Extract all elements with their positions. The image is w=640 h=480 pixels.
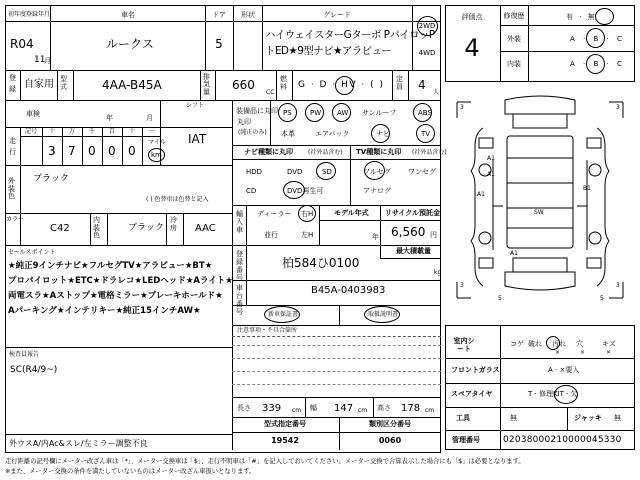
equipment-item: ABS <box>418 109 432 117</box>
navi-sub: (社外品含む) <box>308 149 343 156</box>
mileage-col-header: 千 <box>89 128 96 135</box>
recycle-label: リサイクル預託金 <box>385 209 441 217</box>
mileage-col-header: 十 <box>49 128 56 135</box>
footer-note-2: ※また、メーター交換の条件を満たしていないものはメーター改ざん車扱いとなります。 <box>5 468 256 475</box>
inspection-label: 車検 <box>26 110 40 118</box>
mileage-digit: 0 <box>108 144 116 158</box>
color-code-label: カラー <box>6 216 25 223</box>
equipment-circle <box>416 124 435 143</box>
use-sub: 録 <box>9 85 16 93</box>
displacement: 660 <box>232 78 255 92</box>
import-right: 右H <box>301 210 314 218</box>
ac-label: 冷房 <box>170 216 177 232</box>
sales-point-line: プロパイロット★ETC★ドラレコ★LEDヘッド★Aライト★ <box>8 276 233 286</box>
color-code: C42 <box>50 223 70 234</box>
equipment-circle <box>305 103 324 122</box>
jack-value: 無 <box>614 414 621 422</box>
control-label: 管理番号 <box>452 436 480 444</box>
capacity-label: 定員 <box>396 75 403 91</box>
room-item: 穴 <box>576 340 583 348</box>
shape-label: 形状 <box>241 11 255 19</box>
displacement-unit: CC <box>266 89 275 96</box>
import-parallel: 並行 <box>264 231 278 239</box>
model-label: 型式 <box>60 75 67 91</box>
mileage-col-header: 記号 <box>25 128 38 135</box>
chassis-number: B45A-0403983 <box>311 285 386 296</box>
grade-line2: トED★9型ナビ★アラビュー <box>265 45 392 57</box>
diag-num-tr: 3 <box>616 104 620 111</box>
equipment-item: ナビ <box>376 130 390 138</box>
import-label: 輸入車 <box>236 210 243 235</box>
mileage-digit: 7 <box>68 144 76 158</box>
fuel-hv-circle <box>335 76 354 95</box>
warranty-circle <box>264 306 300 323</box>
height-value: 178 <box>401 403 421 414</box>
color-label: 外装色 <box>8 177 15 201</box>
tv-sub: (社外品含む) <box>412 149 447 156</box>
navi-sd: SD <box>322 168 332 176</box>
exterior-grades: A · B · C <box>570 35 625 43</box>
navi-sd-circle <box>316 162 336 180</box>
type-label: 型式指定番号 <box>264 420 306 428</box>
max-load-unit: kg <box>434 269 442 276</box>
equipment-circle <box>332 103 351 122</box>
equipment-item: PS <box>283 109 292 117</box>
interior-b-circle <box>586 54 605 74</box>
mileage-digit: 0 <box>128 144 136 158</box>
import-right-circle <box>298 205 316 222</box>
mileage-col-header: 百 <box>109 128 116 135</box>
width-unit: cm <box>358 407 368 414</box>
repair-label: 修復歴 <box>503 12 525 20</box>
sales-point-line: 両電スラ★Aストップ★電格ミラー★ブレーキホールド★ <box>8 291 223 301</box>
diag-bottom-5a: 5 <box>498 295 502 302</box>
equipment-item: 本革 <box>281 130 295 138</box>
mileage-label-bottom: 行 <box>9 148 16 156</box>
tv-oneseg: ワンセグ <box>408 168 436 176</box>
car-name-label: 車名 <box>121 11 135 19</box>
inspection-month-unit: 月 <box>146 114 153 122</box>
equipment-circle <box>413 103 432 122</box>
interior-value: ブラック <box>128 223 164 233</box>
color-note: ( ) 色替車は色替と記入 <box>146 196 209 203</box>
displacement-label: 排気量 <box>203 73 210 96</box>
car-damage-diagram <box>445 88 635 318</box>
width-value: 147 <box>334 403 354 414</box>
equipment-item: エアバック <box>315 130 350 138</box>
vehicle-sheet-left <box>5 5 441 453</box>
sales-point-line: Aパーキング★インテリキー★純正15インチAW★ <box>8 306 201 316</box>
navi-dvd: DVD <box>287 168 303 176</box>
mileage-unit-bottom: km <box>151 151 162 159</box>
use-type: 自家用 <box>24 79 54 90</box>
inspection-year-unit: 年 <box>106 114 113 122</box>
length-value: 339 <box>262 403 282 414</box>
use-label: 登 <box>9 74 16 82</box>
width-label: 幅 <box>310 404 317 412</box>
rating-label: 評価点 <box>461 13 483 21</box>
class-number: 0060 <box>378 436 402 445</box>
room-item: 破れ <box>528 340 542 348</box>
sales-points-label: セールスポイント <box>8 249 56 256</box>
sales-point-line: ★純正9インチナビ★フルセグTV★アラビュー★BT★ <box>8 261 213 271</box>
inspector-footer: 外ウスA/内Ac&スレ/左ミラー調整不良 <box>9 439 148 448</box>
drive-4wd: 4WD <box>418 49 436 57</box>
recycle-value: 6,560 <box>391 225 426 239</box>
navi-dvdplay-circle <box>283 181 305 199</box>
diag-mark-2: A1 <box>487 171 495 178</box>
tools-value: 無 <box>510 414 517 422</box>
spare-kit-circle <box>554 385 578 404</box>
shift-label: シフト <box>186 102 205 109</box>
glass-value: A · ×要入 <box>548 366 580 374</box>
mileage-digit: 3 <box>48 144 56 158</box>
repair-none-circle <box>595 8 614 25</box>
mileage-col-header: 十 <box>129 128 136 135</box>
room-x-circle <box>546 336 560 350</box>
navi-label: ナビ種類に丸印 <box>244 148 293 156</box>
type-number: 19542 <box>271 436 299 445</box>
shift: IAT <box>188 132 207 146</box>
equipment-item: TV <box>421 130 431 138</box>
first-reg-month-unit: 月 <box>44 57 51 65</box>
footer-note-1: 走行距離の記号欄にメーター改ざん車は「*」、メーター交換車は「$」、走行不明車は「#」を記入しておいてください。メーター交換で合算表示した場合にも「$」は必要となります。 <box>5 458 525 465</box>
drive-2wd: 2WD <box>418 22 436 30</box>
room-sheet-label: 室内シート <box>453 337 475 354</box>
interior-rating-label: 内装 <box>507 60 521 68</box>
equipment-label-2: 丸印 <box>237 118 251 126</box>
mileage-km-circle <box>148 148 165 162</box>
repair-options: 有 · 無 <box>566 13 597 21</box>
room-x-mark: × <box>555 349 561 356</box>
tools-label: 工具 <box>456 414 470 422</box>
mileage-label-top: 走 <box>9 137 16 145</box>
height-label: 高さ <box>377 404 391 412</box>
room-x-mark: × <box>606 349 612 356</box>
max-load-label: 最大積載量 <box>396 247 431 255</box>
rating-score: 4 <box>464 34 480 62</box>
recycle-unit: 円 <box>430 231 437 239</box>
chassis-label: 車台番号 <box>236 284 243 317</box>
navi-cd: CD <box>246 187 257 195</box>
model-year-label: モデル年式 <box>334 209 369 217</box>
import-dealer: ディーラー <box>257 210 292 218</box>
diag-sw: SW <box>534 209 544 216</box>
class-label: 類別区分番号 <box>369 420 411 428</box>
equipment-item: サンルーフ <box>362 109 397 117</box>
tv-fullseg: フルセグ <box>363 168 391 176</box>
diag-mark-3: A1 <box>477 191 485 198</box>
first-reg-label: 初年度登録年月 <box>8 11 51 18</box>
doors: 5 <box>215 37 223 51</box>
equipment-sub: (純正のみ) <box>238 129 267 136</box>
diag-num-tl: 3 <box>460 104 464 111</box>
diag-mark-5: A1 <box>510 250 518 257</box>
jack-label: ジャッキ <box>574 414 602 422</box>
diag-mark-4: B1 <box>583 185 591 192</box>
equipment-item: PW <box>310 109 322 117</box>
diag-num-br: 3 <box>616 282 620 289</box>
model-year-unit: 年 <box>372 233 379 241</box>
mileage-unit-top: マイル <box>148 139 166 146</box>
mileage-digit: 0 <box>88 144 96 158</box>
room-item: コゲ <box>510 340 524 348</box>
glass-label: フロントガラス <box>451 366 500 374</box>
exterior-label: 外装 <box>507 35 521 43</box>
capacity-unit: 人 <box>433 89 440 96</box>
plate-number: 柏584ひ0100 <box>282 256 360 270</box>
tv-label: TV種類に丸印 <box>356 148 402 156</box>
color-value: ブラック <box>33 174 69 184</box>
equipment-label: 装備品に丸印 <box>236 107 278 115</box>
mileage-col-header: 万 <box>69 128 76 135</box>
fuel-options: G · D · HV · ( ) <box>298 80 385 90</box>
ac-value: AAC <box>195 223 216 234</box>
exterior-b-circle <box>586 28 605 48</box>
length-label: 長さ <box>237 404 251 412</box>
diag-bottom-5b: 5 <box>600 295 604 302</box>
equipment-circle <box>371 124 390 143</box>
grade-label: グレード <box>323 11 351 19</box>
room-item: 汚れ <box>552 340 566 348</box>
notes-label: 注意事項・不具合箇所 <box>237 327 298 334</box>
interior-grades: A · B · C <box>570 60 625 68</box>
equipment-item: AW <box>337 109 349 117</box>
manual-circle <box>364 306 400 323</box>
spare-label: スペアタイヤ <box>451 390 493 398</box>
control-number: 02038000210000045330 <box>503 435 622 445</box>
diag-num-bl: 3 <box>460 282 464 289</box>
new-car-warranty: 新車保証書 <box>268 311 299 318</box>
mileage-col-header: 一 <box>149 128 156 135</box>
capacity: 4 <box>418 78 426 92</box>
inspector-label: 検査員報告 <box>9 351 40 358</box>
doors-label: ドア <box>212 11 226 19</box>
car-name: ルークス <box>106 37 154 51</box>
navi-dvd-play: DVD再生可 <box>287 187 324 195</box>
navi-hdd: HDD <box>246 168 263 176</box>
length-unit: cm <box>292 407 302 414</box>
height-unit: cm <box>425 407 435 414</box>
model: 4AA-B45A <box>102 78 162 92</box>
diag-mark-1: A1 <box>487 155 495 162</box>
interior-label: 内装色 <box>93 216 100 240</box>
grade-line1: ハイウェイスターGターボ PパイロッP <box>265 29 435 41</box>
fuel-label: 燃料 <box>280 75 287 91</box>
room-item: キズ <box>602 340 616 348</box>
plate-label: 登録番号 <box>236 250 243 283</box>
tv-analog: アナログ <box>363 187 391 195</box>
inspector-text: SC(R4/9~) <box>10 365 58 375</box>
manual: 取扱説明書 <box>368 311 399 318</box>
import-left: 左H <box>301 231 314 239</box>
spare-value: T · 修理KIT · 欠 <box>528 390 578 398</box>
first-reg-month: 11 <box>34 55 46 65</box>
equipment-circle <box>278 103 297 122</box>
drive-2wd-circle <box>417 16 438 36</box>
room-x-mark: × <box>580 349 586 356</box>
tv-fullseg-circle <box>364 161 385 180</box>
first-reg-year: R04 <box>10 37 34 51</box>
